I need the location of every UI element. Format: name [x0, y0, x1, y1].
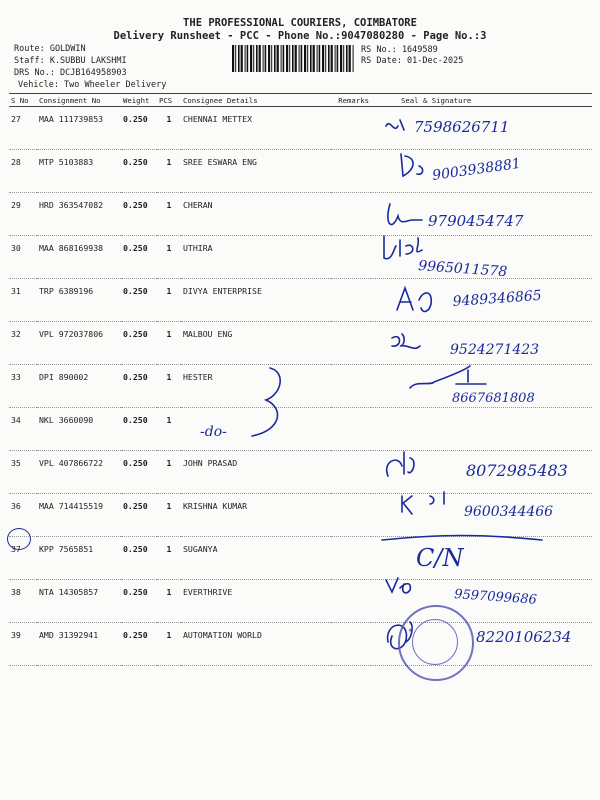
weight: 0.250 — [121, 107, 157, 150]
table-row — [9, 408, 592, 451]
consignment-no: TRP 6389196 — [37, 279, 121, 322]
consignee-name: SUGANYA — [181, 537, 331, 580]
company-seal-stamp: ★ — [398, 605, 474, 681]
weight: 0.250 — [121, 279, 157, 322]
consignee-name: KRISHNA KUMAR — [181, 494, 331, 537]
col-pcs: PCS — [157, 94, 181, 107]
route-label: Route: GOLDWIN — [14, 44, 86, 54]
consignment-no: NKL 3660090 — [37, 408, 121, 451]
pcs: 1 — [157, 279, 181, 322]
svg-text:7598626711: 7598626711 — [414, 118, 510, 136]
drs-label: DRS No.: DCJB164958903 — [14, 68, 127, 78]
col-remarks: Remarks — [331, 94, 371, 107]
svg-text:9965011578: 9965011578 — [417, 258, 508, 281]
sno: 35 — [9, 451, 37, 494]
consignment-no: KPP 7565851 — [37, 537, 121, 580]
sno: 37 — [9, 537, 37, 580]
consignee-name: SREE ESWARA ENG — [181, 150, 331, 193]
cn-mark-row-37 — [380, 530, 590, 570]
company-title: THE PROFESSIONAL COURIERS, COIMBATORE — [183, 17, 417, 29]
remarks — [331, 580, 371, 623]
vehicle-label: Vehicle: Two Wheeler Delivery — [18, 80, 167, 90]
signature-row-38 — [380, 568, 590, 608]
signature-row-35 — [382, 448, 592, 488]
weight: 0.250 — [121, 580, 157, 623]
svg-text:8072985483: 8072985483 — [466, 461, 568, 480]
staff-label: Staff: K.SUBBU LAKSHMI — [14, 56, 127, 66]
barcode-image — [232, 45, 355, 72]
remarks — [331, 236, 371, 279]
col-sno: S No — [9, 94, 37, 107]
svg-text:9489346865: 9489346865 — [452, 287, 543, 310]
pcs: 1 — [157, 365, 181, 408]
sno: 30 — [9, 236, 37, 279]
consignee-name: UTHIRA — [181, 236, 331, 279]
col-consignee: Consignee Details — [181, 94, 331, 107]
consignee-name: EVERTHRIVE — [181, 580, 331, 623]
sno: 39 — [9, 623, 37, 666]
consignment-no: DPI 890002 — [37, 365, 121, 408]
weight: 0.250 — [121, 451, 157, 494]
sno: 34 — [9, 408, 37, 451]
col-consignment: Consignment No — [37, 94, 121, 107]
svg-text:9524271423: 9524271423 — [450, 342, 540, 358]
weight: 0.250 — [121, 537, 157, 580]
sno: 29 — [9, 193, 37, 236]
svg-text:9597099686: 9597099686 — [453, 587, 538, 608]
svg-text:8667681808: 8667681808 — [452, 391, 535, 406]
col-signature: Seal & Signature — [371, 94, 592, 107]
consignment-no: HRD 363547082 — [37, 193, 121, 236]
rs-number: RS No.: 1649589 — [361, 45, 438, 55]
runsheet-subtitle: Delivery Runsheet - PCC - Phone No.:9047080280 - Page No.:3 — [113, 30, 487, 42]
pcs: 1 — [157, 150, 181, 193]
pcs: 1 — [157, 451, 181, 494]
sno: 32 — [9, 322, 37, 365]
consignee-name: CHENNAI METTEX — [181, 107, 331, 150]
pcs: 1 — [157, 537, 181, 580]
consignee-name: HESTER — [181, 365, 331, 408]
remarks — [331, 365, 371, 408]
consignment-no: MTP 5103883 — [37, 150, 121, 193]
weight: 0.250 — [121, 408, 157, 451]
sno: 36 — [9, 494, 37, 537]
weight: 0.250 — [121, 365, 157, 408]
signature-row-36 — [400, 492, 590, 532]
circle-mark-row-37 — [7, 528, 31, 550]
signature-row-29 — [380, 200, 580, 235]
sno: 27 — [9, 107, 37, 150]
sno: 38 — [9, 580, 37, 623]
table-header-row — [9, 94, 592, 107]
remarks — [331, 623, 371, 666]
remarks — [331, 537, 371, 580]
pcs: 1 — [157, 580, 181, 623]
signature-row-27 — [380, 112, 580, 142]
remarks — [331, 150, 371, 193]
weight: 0.250 — [121, 236, 157, 279]
weight: 0.250 — [121, 322, 157, 365]
pcs: 1 — [157, 107, 181, 150]
weight: 0.250 — [121, 193, 157, 236]
svg-text:8220106234: 8220106234 — [476, 628, 572, 646]
remarks — [331, 279, 371, 322]
consignment-no: NTA 14305857 — [37, 580, 121, 623]
consignment-no: MAA 111739853 — [37, 107, 121, 150]
weight: 0.250 — [121, 623, 157, 666]
sno: 33 — [9, 365, 37, 408]
weight: 0.250 — [121, 494, 157, 537]
consignment-no: MAA 868169938 — [37, 236, 121, 279]
pcs: 1 — [157, 193, 181, 236]
remarks — [331, 494, 371, 537]
svg-text:9003938881: 9003938881 — [431, 155, 522, 184]
signature-cell — [371, 408, 592, 451]
consignee-name: CHERAN — [181, 193, 331, 236]
svg-text:-do-: -do- — [200, 424, 227, 440]
col-weight: Weight — [121, 94, 157, 107]
consignee-name: JOHN PRASAD — [181, 451, 331, 494]
rs-date: RS Date: 01-Dec-2025 — [361, 56, 464, 66]
consignee-name: MALBOU ENG — [181, 322, 331, 365]
remarks — [331, 193, 371, 236]
pcs: 1 — [157, 236, 181, 279]
svg-text:C/N: C/N — [416, 544, 464, 572]
pcs: 1 — [157, 408, 181, 451]
remarks — [331, 107, 371, 150]
svg-text:9790454747: 9790454747 — [428, 212, 524, 230]
remarks — [331, 322, 371, 365]
signature-row-30 — [378, 232, 548, 281]
sno: 31 — [9, 279, 37, 322]
remarks — [331, 451, 371, 494]
consignment-no: VPL 972037806 — [37, 322, 121, 365]
sno: 28 — [9, 150, 37, 193]
signature-row-31 — [393, 282, 593, 317]
signature-row-28 — [395, 148, 565, 188]
pcs: 1 — [157, 494, 181, 537]
consignment-no: VPL 407866722 — [37, 451, 121, 494]
ditto-mark-row-34 — [190, 364, 300, 444]
weight: 0.250 — [121, 150, 157, 193]
consignee-name: DIVYA ENTERPRISE — [181, 279, 331, 322]
signature-row-33 — [408, 366, 588, 411]
consignee-name: AUTOMATION WORLD — [181, 623, 331, 666]
pcs: 1 — [157, 322, 181, 365]
remarks — [331, 408, 371, 451]
consignment-no: MAA 714415519 — [37, 494, 121, 537]
pcs: 1 — [157, 623, 181, 666]
consignment-no: AMD 31392941 — [37, 623, 121, 666]
signature-row-32 — [388, 328, 568, 363]
svg-text:9600344466: 9600344466 — [464, 504, 554, 520]
